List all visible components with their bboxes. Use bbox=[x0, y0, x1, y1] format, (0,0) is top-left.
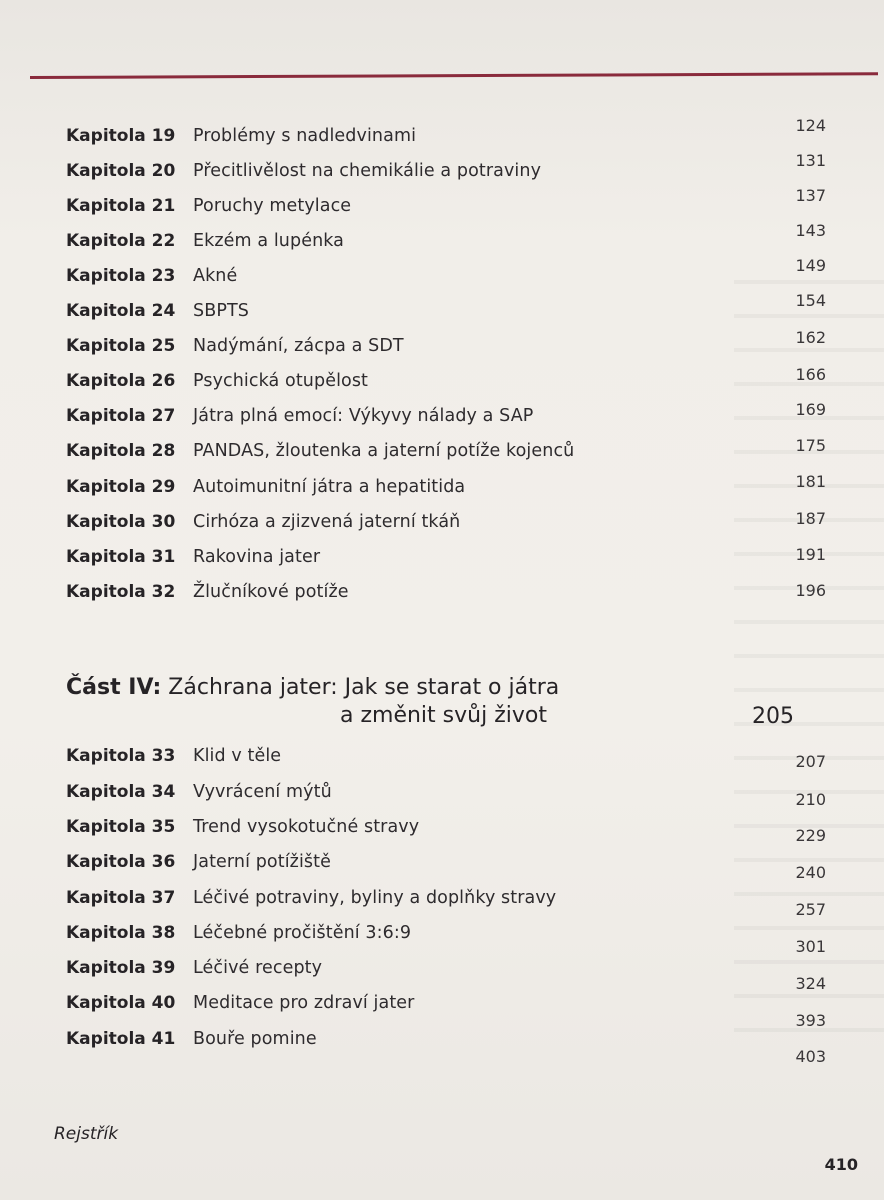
toc-row[interactable] bbox=[66, 1029, 826, 1066]
chapter-label: Kapitola 30 bbox=[66, 512, 176, 532]
chapter-page: 403 bbox=[795, 1047, 826, 1066]
chapter-page: 207 bbox=[795, 752, 826, 771]
chapter-title: Nadýmání, zácpa a SDT bbox=[193, 336, 404, 356]
chapter-page: 166 bbox=[795, 365, 826, 384]
chapter-label: Kapitola 38 bbox=[66, 923, 176, 943]
header-rule bbox=[30, 72, 878, 79]
chapter-label: Kapitola 20 bbox=[66, 161, 176, 181]
toc-row[interactable] bbox=[66, 958, 826, 993]
chapter-title: Poruchy metylace bbox=[193, 196, 352, 216]
chapter-title: Bouře pomine bbox=[193, 1029, 317, 1049]
chapter-page: 169 bbox=[795, 400, 826, 419]
part-title-line2: a změnit svůj život bbox=[340, 703, 547, 728]
chapter-page: 196 bbox=[795, 581, 826, 600]
index-page: 410 bbox=[824, 1155, 858, 1174]
toc-row[interactable] bbox=[66, 365, 826, 397]
chapter-page: 210 bbox=[795, 790, 826, 809]
toc-row[interactable] bbox=[66, 993, 826, 1030]
chapter-page: 143 bbox=[795, 221, 826, 240]
toc-row[interactable] bbox=[66, 782, 826, 808]
toc-row[interactable] bbox=[66, 582, 826, 608]
toc-row[interactable] bbox=[66, 852, 826, 882]
part-label: Část IV: bbox=[66, 675, 162, 700]
chapter-page: 131 bbox=[795, 151, 826, 170]
toc-row[interactable] bbox=[66, 151, 826, 187]
chapter-label: Kapitola 34 bbox=[66, 782, 176, 802]
chapter-page: 229 bbox=[795, 826, 826, 845]
chapter-label: Kapitola 24 bbox=[66, 301, 176, 321]
toc-row[interactable] bbox=[66, 746, 826, 772]
chapter-label: Kapitola 25 bbox=[66, 336, 176, 356]
chapter-label: Kapitola 41 bbox=[66, 1029, 176, 1049]
toc-row[interactable] bbox=[66, 923, 826, 956]
chapter-title: Léčivé recepty bbox=[193, 958, 323, 978]
chapter-label: Kapitola 26 bbox=[66, 371, 176, 391]
chapter-title: Játra plná emocí: Výkyvy nálady a SAP bbox=[193, 406, 534, 426]
chapter-title: Autoimunitní játra a hepatitida bbox=[193, 477, 466, 497]
chapter-title: Psychická otupělost bbox=[193, 371, 369, 391]
index-label[interactable]: Rejstřík bbox=[54, 1124, 119, 1144]
chapter-title: Problémy s nadledvinami bbox=[193, 126, 417, 146]
chapter-page: 175 bbox=[795, 436, 826, 455]
chapter-page: 301 bbox=[795, 937, 826, 956]
toc-row[interactable] bbox=[66, 436, 826, 467]
chapter-label: Kapitola 40 bbox=[66, 993, 176, 1013]
chapter-title: Léčivé potraviny, byliny a doplňky stravy bbox=[193, 888, 557, 908]
chapter-title: Klid v těle bbox=[193, 746, 282, 766]
chapter-label: Kapitola 28 bbox=[66, 441, 176, 461]
chapter-label: Kapitola 35 bbox=[66, 817, 176, 837]
toc-row[interactable] bbox=[66, 472, 826, 503]
chapter-title: Žlučníkové potíže bbox=[193, 582, 349, 602]
toc-row[interactable] bbox=[66, 509, 826, 538]
chapter-title: Meditace pro zdraví jater bbox=[193, 993, 415, 1013]
chapter-page: 149 bbox=[795, 256, 826, 275]
chapter-label: Kapitola 37 bbox=[66, 888, 176, 908]
chapter-title: Cirhóza a zjizvená jaterní tkáň bbox=[193, 512, 461, 532]
chapter-page: 240 bbox=[795, 863, 826, 882]
chapter-label: Kapitola 19 bbox=[66, 126, 176, 146]
toc-row[interactable] bbox=[66, 221, 826, 257]
toc-row[interactable] bbox=[66, 400, 826, 432]
toc-row[interactable] bbox=[66, 888, 826, 919]
toc-row[interactable] bbox=[66, 328, 826, 362]
chapter-title: Léčebné pročištění 3:6:9 bbox=[193, 923, 412, 943]
chapter-page: 257 bbox=[795, 900, 826, 919]
chapter-title: Ekzém a lupénka bbox=[193, 231, 345, 251]
chapter-page: 162 bbox=[795, 328, 826, 347]
chapter-page: 154 bbox=[795, 291, 826, 310]
part-title-line1: Záchrana jater: Jak se starat o játra bbox=[168, 675, 560, 700]
chapter-label: Kapitola 36 bbox=[66, 852, 176, 872]
toc-row[interactable] bbox=[66, 291, 826, 327]
chapter-title: Vyvrácení mýtů bbox=[193, 782, 332, 802]
chapter-label: Kapitola 23 bbox=[66, 266, 176, 286]
chapter-label: Kapitola 32 bbox=[66, 582, 176, 602]
chapter-label: Kapitola 33 bbox=[66, 746, 176, 766]
chapter-page: 187 bbox=[795, 509, 826, 528]
toc-row[interactable] bbox=[66, 817, 826, 843]
chapter-page: 137 bbox=[795, 186, 826, 205]
chapter-title: Akné bbox=[193, 266, 238, 286]
chapter-label: Kapitola 22 bbox=[66, 231, 176, 251]
toc-row[interactable] bbox=[66, 256, 826, 292]
toc-row[interactable] bbox=[66, 547, 826, 573]
part-page: 205 bbox=[752, 704, 794, 729]
chapter-page: 124 bbox=[795, 116, 826, 135]
chapter-page: 181 bbox=[795, 472, 826, 491]
chapter-page: 191 bbox=[795, 545, 826, 564]
part-heading[interactable] bbox=[66, 672, 559, 704]
chapter-title: Jaterní potížiště bbox=[193, 852, 331, 872]
chapter-label: Kapitola 29 bbox=[66, 477, 176, 497]
chapter-title: Přecitlivělost na chemikálie a potraviny bbox=[193, 161, 542, 181]
chapter-label: Kapitola 39 bbox=[66, 958, 176, 978]
toc-row[interactable] bbox=[66, 116, 826, 152]
chapter-label: Kapitola 21 bbox=[66, 196, 176, 216]
chapter-label: Kapitola 31 bbox=[66, 547, 176, 567]
chapter-title: Trend vysokotučné stravy bbox=[193, 817, 420, 837]
chapter-page: 393 bbox=[795, 1011, 826, 1030]
toc-row[interactable] bbox=[66, 186, 826, 222]
chapter-title: SBPTS bbox=[193, 301, 249, 321]
chapter-title: Rakovina jater bbox=[193, 547, 321, 567]
chapter-title: PANDAS, žloutenka a jaterní potíže kojenců bbox=[193, 441, 575, 461]
chapter-page: 324 bbox=[795, 974, 826, 993]
chapter-label: Kapitola 27 bbox=[66, 406, 176, 426]
